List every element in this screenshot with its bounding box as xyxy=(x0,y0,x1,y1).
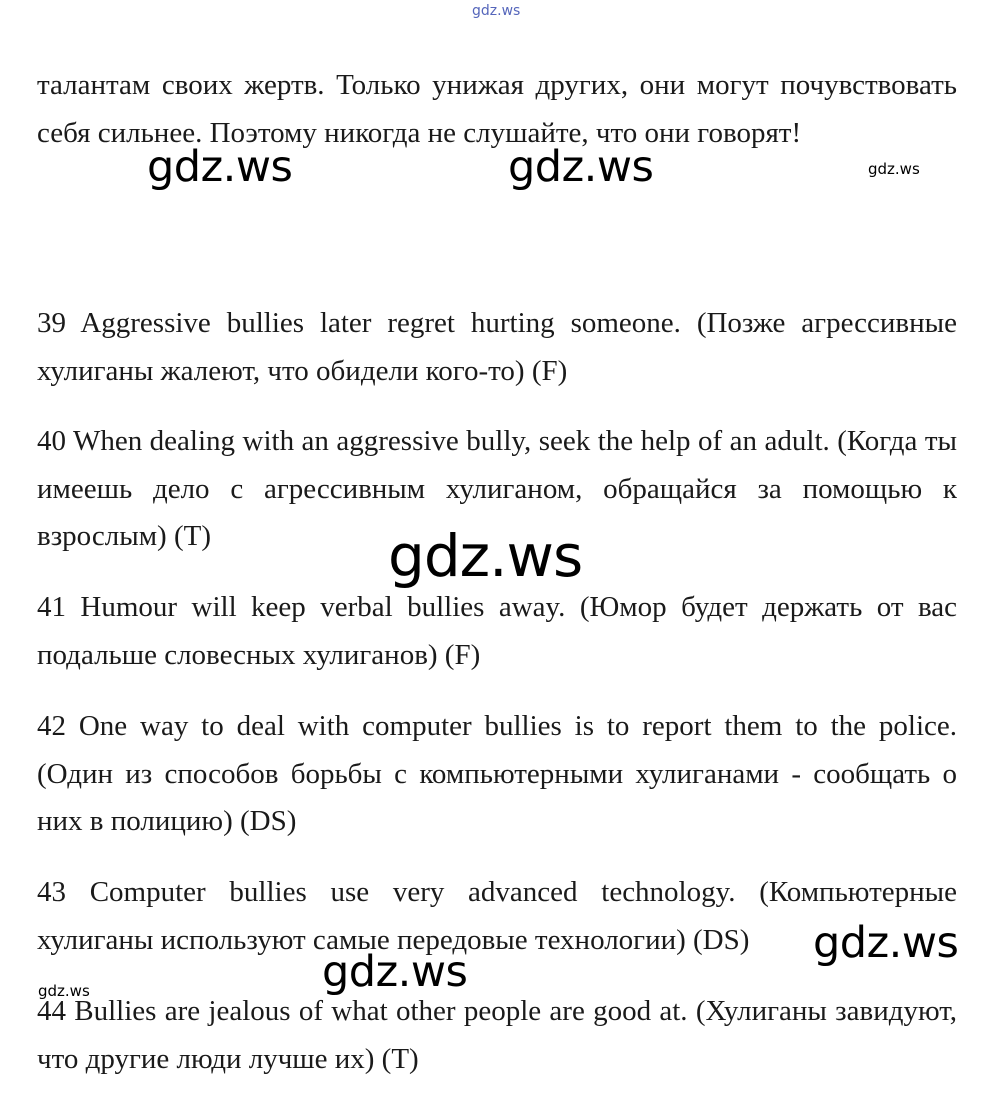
watermark: gdz.ws xyxy=(38,982,90,1000)
watermark: gdz.ws xyxy=(322,947,468,997)
watermark-top: gdz.ws xyxy=(472,3,521,19)
paragraph-41: 41 Humour will keep verbal bullies away. (Юмор будет держать от вас подальше словесных хулиганов) (F) xyxy=(37,591,957,671)
watermark: gdz.ws xyxy=(508,142,654,192)
paragraph-39: 39 Aggressive bullies later regret hurting someone. (Позже агрессивные хулиганы жалеют, что обидели кого-то) (F) xyxy=(37,307,957,387)
watermark: gdz.ws xyxy=(147,142,293,192)
paragraph-44: 44 Bullies are jealous of what other people are good at. (Хулиганы завидуют, что другие люди лучше их) (T) xyxy=(37,995,957,1075)
paragraph-40: 40 When dealing with an aggressive bully, seek the help of an adult. (Когда ты имеешь дело с агрессивным хулиганом, обращайся за помощью к взрослым) (T) xyxy=(37,425,957,552)
watermark: gdz.ws xyxy=(868,160,920,178)
watermark: gdz.ws xyxy=(813,918,959,968)
paragraph-intro: талантам своих жертв. Только унижая других, они могут почувствовать себя сильнее. Поэтому никогда не слушайте, что они говорят! xyxy=(37,69,957,149)
paragraph-43: 43 Computer bullies use very advanced technology. (Компьютерные хулиганы используют самые передовые технологии) (DS) xyxy=(37,876,957,956)
watermark: gdz.ws xyxy=(388,522,583,590)
paragraph-42: 42 One way to deal with computer bullies is to report them to the police. (Один из способов борьбы с компьютерными хулиганами - сообщать о них в полицию) (DS) xyxy=(37,710,957,837)
